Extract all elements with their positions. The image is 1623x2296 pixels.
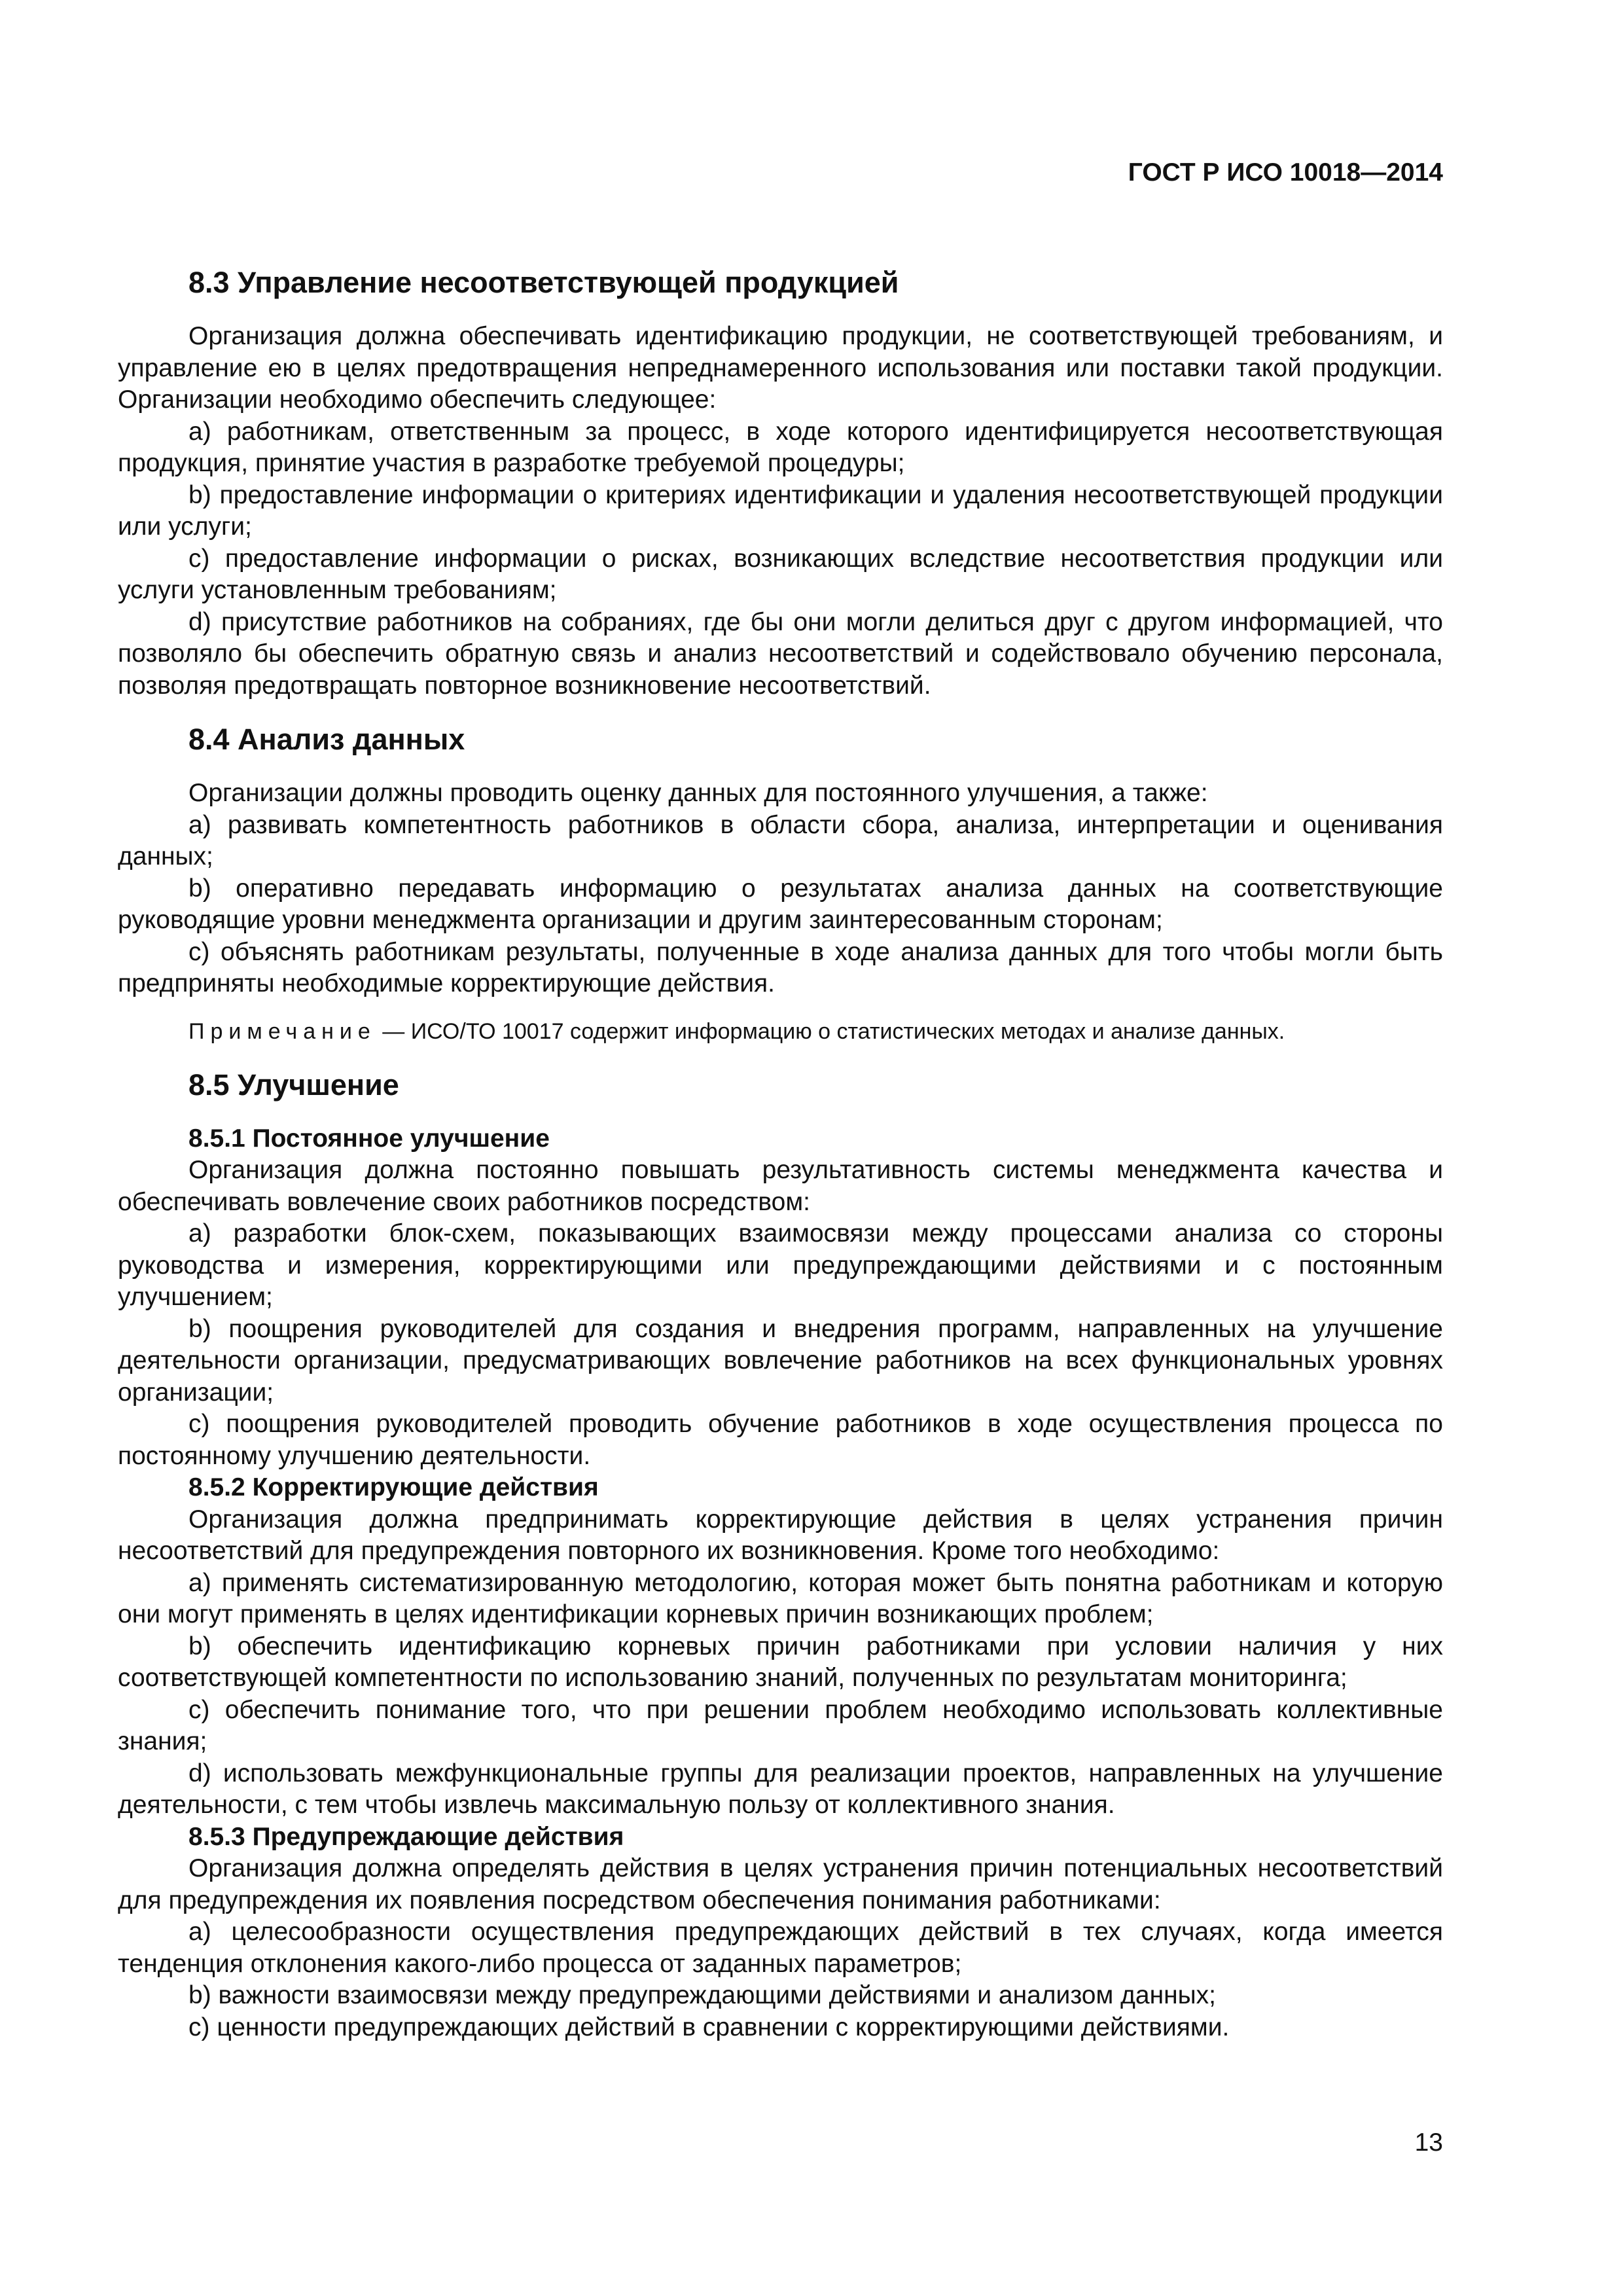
paragraph: Организация должна предпринимать корректирующие действия в целях устранения причин несоответствий для предупреждения повторного их возникновения. Кроме того необходимо: [118, 1505, 1443, 1565]
note-label: Примечание [188, 1018, 376, 1044]
page-number: 13 [1414, 2128, 1443, 2157]
list-item: а) работникам, ответственным за процесс, в ходе которого идентифицируется несоответствующая продукция, принятие участия в разработке требуемой процедуры; [118, 417, 1443, 477]
subsection-title-8-5-2: 8.5.2 Корректирующие действия [188, 1473, 599, 1501]
section-title-8-3: 8.3 Управление несоответствующей продукцией [188, 266, 899, 299]
list-item: c) обеспечить понимание того, что при решении проблем необходимо использовать коллективные знания; [118, 1695, 1443, 1755]
list-item: d) присутствие работников на собраниях, где бы они могли делиться друг с другом информацией, что позволяло бы обеспечить обратную связь и анализ несоответствий и содействовало обучению персонала, позволяя предотвращать повторное возникновение несоответствий. [118, 607, 1443, 700]
list-item: b) обеспечить идентификацию корневых причин работниками при условии наличия у них соответствующей компетентности по использованию знаний, полученных по результатам мониторинга; [118, 1632, 1443, 1692]
list-item: c) объяснять работникам результаты, полученные в ходе анализа данных для того чтобы могли быть предприняты необходимые корректирующие действия. [118, 937, 1443, 997]
paragraph: Организация должна определять действия в целях устранения причин потенциальных несоответствий для предупреждения их появления посредством обеспечения понимания работниками: [118, 1854, 1443, 1914]
note [118, 1016, 1443, 1047]
document-code: ГОСТ Р ИСО 10018—2014 [1128, 158, 1443, 187]
list-item: c) предоставление информации о рисках, возникающих вследствие несоответствия продукции или услуги установленным требованиям; [118, 544, 1443, 604]
list-item: а) применять систематизированную методологию, которая может быть понятна работникам и которую они могут применять в целях идентификации корневых причин возникающих проблем; [118, 1568, 1443, 1628]
section-title-8-5: 8.5 Улучшение [188, 1067, 399, 1102]
list-item: b) оперативно передавать информацию о результатах анализа данных на соответствующие руководящие уровни менеджмента организации и другим заинтересованным сторонам; [118, 874, 1443, 934]
list-item: а) развивать компетентность работников в области сбора, анализа, интерпретации и оценивания данных; [118, 810, 1443, 870]
list-item: b) важности взаимосвязи между предупреждающими действиями и анализом данных; [188, 1981, 1217, 2009]
paragraph: Организация должна постоянно повышать результативность системы менеджмента качества и обеспечивать вовлечение своих работников посредством: [118, 1156, 1443, 1216]
list-item: c) поощрения руководителей проводить обучение работников в ходе осуществления процесса по постоянному улучшению деятельности. [118, 1410, 1443, 1470]
paragraph: Организации должны проводить оценку данных для постоянного улучшения, а также: [188, 779, 1208, 807]
list-item: а) разработки блок-схем, показывающих взаимосвязи между процессами анализа со стороны руководства и измерения, корректирующими или предупреждающими действиями и с постоянным улучшением; [118, 1219, 1443, 1311]
list-item: c) ценности предупреждающих действий в сравнении с корректирующими действиями. [188, 2013, 1230, 2041]
list-item: d) использовать межфункциональные группы для реализации проектов, направленных на улучшение деятельности, с тем чтобы извлечь максимальную пользу от коллективного знания. [118, 1759, 1443, 1819]
section-title-8-4: 8.4 Анализ данных [188, 723, 465, 756]
list-item: а) целесообразности осуществления предупреждающих действий в тех случаях, когда имеется тенденция отклонения какого-либо процесса от заданных параметров; [118, 1918, 1443, 1978]
subsection-title-8-5-3: 8.5.3 Предупреждающие действия [188, 1822, 624, 1851]
list-item: b) поощрения руководителей для создания и внедрения программ, направленных на улучшение деятельности организации, предусматривающих вовлечение работников на всех функциональных уровнях организации; [118, 1314, 1443, 1407]
note-text: — ИСО/ТО 10017 содержит информацию о статистических методах и анализе данных. [376, 1018, 1285, 1044]
subsection-title-8-5-1: 8.5.1 Постоянное улучшение [188, 1124, 550, 1153]
paragraph: Организация должна обеспечивать идентификацию продукции, не соответствующей требованиям, и управление ею в целях предотвращения непреднамеренного использования или поставки такой продукции. Организации необходимо обеспечить следующее: [118, 322, 1443, 414]
list-item: b) предоставление информации о критериях идентификации и удаления несоответствующей продукции или услуги; [118, 480, 1443, 541]
